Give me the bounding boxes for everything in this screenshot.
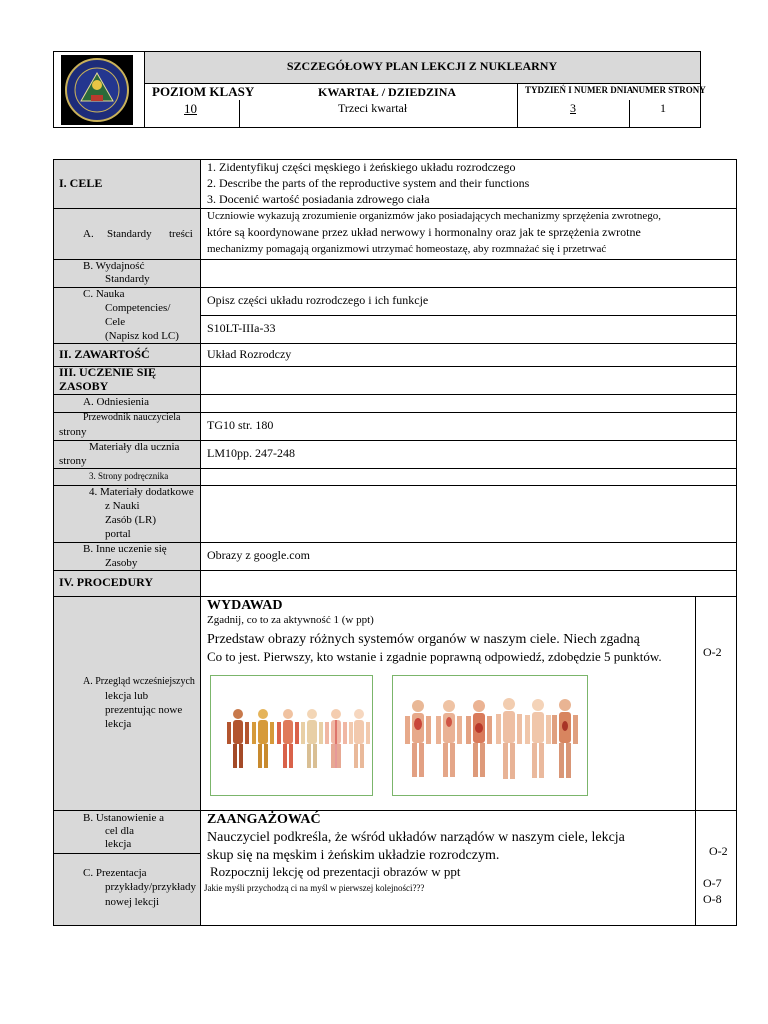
- presenting-code-1: O-7: [703, 876, 722, 890]
- teacher-guide-value: TG10 str. 180: [207, 418, 274, 432]
- week-value: 3: [570, 101, 576, 115]
- objective-1: 1. Zidentyfikuj części męskiego i żeńskiego układu rozrodczego: [207, 160, 516, 174]
- content-standards-label-b: Standardy: [107, 228, 152, 240]
- engage-text-2: skup się na męskim i żeńskim układzie rozrodczym.: [207, 848, 500, 863]
- presenting-text: Jakie myśli przychodzą ci na myśl w pierwszej kolejności???: [204, 883, 425, 893]
- competencies-label-2: Competencies/: [105, 302, 171, 314]
- week-label: TYDZIEŃ I NUMER DNIA: [525, 85, 634, 95]
- learner-materials-label-1: Materiały dla ucznia: [89, 441, 180, 453]
- purpose-label-2: cel dla: [105, 825, 135, 837]
- competencies-label-3: Cele: [105, 316, 126, 328]
- engage-text-3: Rozpocznij lekcję od prezentacji obrazów w ppt: [210, 864, 461, 879]
- organ-systems-image-2: [392, 675, 588, 796]
- performance-standards-label-1: B. Wydajność: [83, 260, 145, 272]
- organ-systems-image-1: [210, 675, 373, 796]
- learner-materials-label-2: strony: [59, 455, 87, 467]
- review-subtitle: Zgadnij, co to za aktywność 1 (w ppt): [207, 614, 374, 626]
- body-figure-1: [227, 709, 249, 768]
- review-label-2: lekcja lub: [105, 690, 149, 702]
- quarter-value: Trzeci kwartał: [338, 101, 408, 115]
- presenting-label-2: przykłady/przykłady: [105, 881, 197, 893]
- review-text-1: Przedstaw obrazy różnych systemów organów w naszym ciele. Niech zgadną: [207, 632, 640, 647]
- teacher-guide-label-1: Przewodnik nauczyciela: [83, 412, 181, 423]
- references-label: A. Odniesienia: [83, 396, 149, 408]
- grade-label: POZIOM KLASY: [152, 84, 255, 99]
- presenting-label-3: nowej lekcji: [105, 896, 160, 908]
- objective-3: 3. Docenić wartość posiadania zdrowego ciała: [207, 192, 430, 206]
- teacher-guide-label-2: strony: [59, 426, 87, 438]
- header-title: SZCZEGÓŁOWY PLAN LEKCJI Z NUKLEARNY: [286, 59, 558, 73]
- presenting-code-2: O-8: [703, 892, 722, 906]
- review-label-4: lekcja: [105, 718, 132, 730]
- seal-icon: [61, 55, 133, 125]
- competencies-code: S10LT-IIIa-33: [207, 321, 276, 335]
- grade-value: 10: [184, 101, 197, 116]
- section-2-value: Układ Rozrodczy: [207, 347, 292, 361]
- textbook-pages-label: 3. Strony podręcznika: [89, 471, 169, 481]
- review-code: O-2: [703, 645, 722, 659]
- additional-materials-label-1: 4. Materiały dodatkowe: [89, 486, 194, 498]
- engage-code: O-2: [709, 844, 728, 858]
- content-standards-text-2: które są koordynowane przez układ nerwowy i hormonalny oraz jak te sprzężenia zwrotne: [207, 225, 641, 239]
- objective-2: 2. Describe the parts of the reproductive system and their functions: [207, 176, 530, 190]
- additional-materials-label-4: portal: [105, 528, 131, 540]
- quarter-label: KWARTAŁ / DZIEDZINA: [318, 85, 457, 99]
- section-4-label: IV. PROCEDURY: [59, 575, 154, 589]
- review-text-2: Co to jest. Pierwszy, kto wstanie i zgadnie poprawną odpowiedź, zdobędzie 5 punktów.: [207, 649, 662, 664]
- section-3-label-1: III. UCZENIE SIĘ: [59, 365, 157, 379]
- section-1-label: I. CELE: [59, 176, 103, 190]
- additional-materials-label-2: z Nauki: [105, 500, 140, 512]
- presenting-label-1: C. Prezentacja: [83, 867, 147, 879]
- purpose-label-1: B. Ustanowienie a: [83, 812, 164, 824]
- content-standards-text-3: mechanizmy pomagają organizmowi utrzymać homeostazę, aby rozmnażać się i przetrwać: [207, 243, 607, 255]
- additional-materials-label-3: Zasób (LR): [105, 514, 157, 526]
- purpose-label-3: lekcja: [105, 838, 132, 850]
- other-resources-value: Obrazy z google.com: [207, 548, 310, 562]
- section-2-label: II. ZAWARTOŚĆ: [59, 347, 150, 361]
- content-standards-text-1: Uczniowie wykazują zrozumienie organizmów jako posiadających mechanizmy sprzężenia zwrotnego,: [207, 210, 661, 222]
- review-title: WYDAWAD: [207, 598, 283, 613]
- review-label-1: A. Przegląd wcześniejszych: [83, 676, 195, 687]
- page-label: NUMER STRONY: [632, 85, 706, 95]
- content-standards-label-c: treści: [169, 228, 193, 240]
- performance-standards-label-2: Standardy: [105, 273, 150, 285]
- competencies-label-4: (Napisz kod LC): [105, 330, 179, 342]
- engage-text-1: Nauczyciel podkreśla, że wśród układów narządów w naszym ciele, lekcja: [207, 830, 625, 845]
- learner-materials-value: LM10pp. 247-248: [207, 446, 295, 460]
- review-label-3: prezentując nowe: [105, 704, 183, 716]
- competencies-text: Opisz części układu rozrodczego i ich funkcje: [207, 293, 429, 307]
- other-resources-label-1: B. Inne uczenie się: [83, 543, 167, 555]
- competencies-label-1: C. Nauka: [83, 288, 125, 300]
- section-3-label-2: ZASOBY: [59, 379, 109, 393]
- content-standards-label-a: A.: [83, 228, 94, 240]
- page-value: 1: [660, 101, 666, 115]
- other-resources-label-2: Zasoby: [105, 557, 138, 569]
- engage-title: ZAANGAŻOWAĆ: [207, 812, 321, 827]
